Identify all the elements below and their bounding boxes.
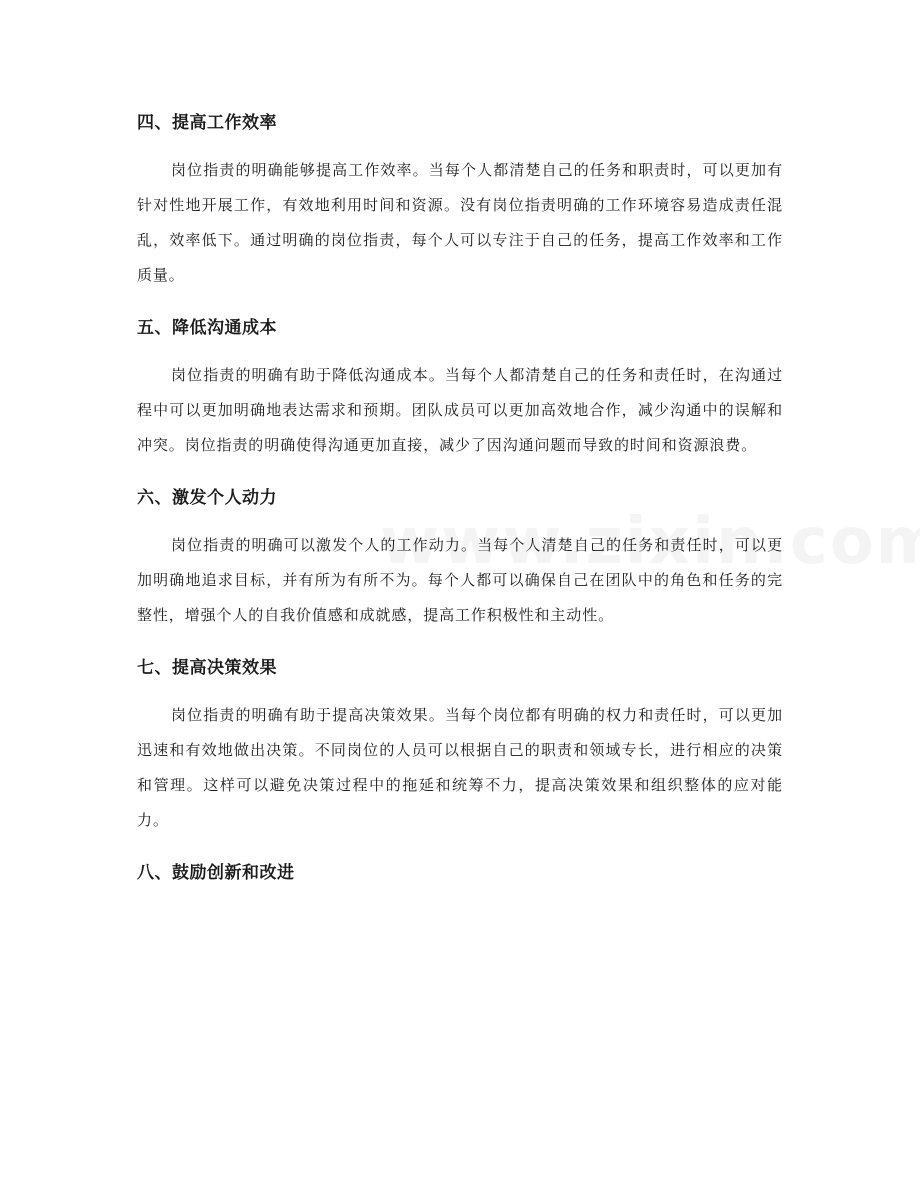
section-paragraph: 岗位指责的明确有助于提高决策效果。当每个岗位都有明确的权力和责任时，可以更加迅速和有效地做出决策。不同岗位的人员可以根据自己的职责和领域专长，进行相应的决策和管理。这样可以避免决策过程中的拖延和统筹不力，提高决策效果和组织整体的应对能力。: [137, 706, 783, 829]
section-heading: 八、鼓励创新和改进: [137, 863, 295, 883]
section-7: [137, 650, 783, 838]
section-paragraph: 岗位指责的明确能够提高工作效率。当每个人都清楚自己的任务和职责时，可以更加有针对性地开展工作，有效地利用时间和资源。没有岗位指责明确的工作环境容易造成责任混乱，效率低下。通过明确的岗位指责，每个人可以专注于自己的任务，提高工作效率和工作质量。: [137, 161, 783, 284]
section-heading: 五、降低沟通成本: [137, 318, 277, 338]
section-8: [137, 855, 783, 891]
section-5: [137, 310, 783, 463]
section-paragraph: 岗位指责的明确有助于降低沟通成本。当每个人都清楚自己的任务和责任时，在沟通过程中可以更加明确地表达需求和预期。团队成员可以更加高效地合作，减少沟通中的误解和冲突。岗位指责的明确使得沟通更加直接，减少了因沟通问题而导致的时间和资源浪费。: [137, 366, 783, 454]
section-heading: 四、提高工作效率: [137, 113, 277, 133]
section-heading: 六、激发个人动力: [137, 488, 277, 508]
section-heading: 七、提高决策效果: [137, 658, 277, 678]
document-content: [137, 105, 783, 891]
section-paragraph: 岗位指责的明确可以激发个人的工作动力。当每个人清楚自己的任务和责任时，可以更加明确地追求目标，并有所为有所不为。每个人都可以确保自己在团队中的角色和任务的完整性，增强个人的自我价值感和成就感，提高工作积极性和主动性。: [137, 536, 783, 624]
section-6: [137, 480, 783, 633]
section-4: [137, 105, 783, 293]
